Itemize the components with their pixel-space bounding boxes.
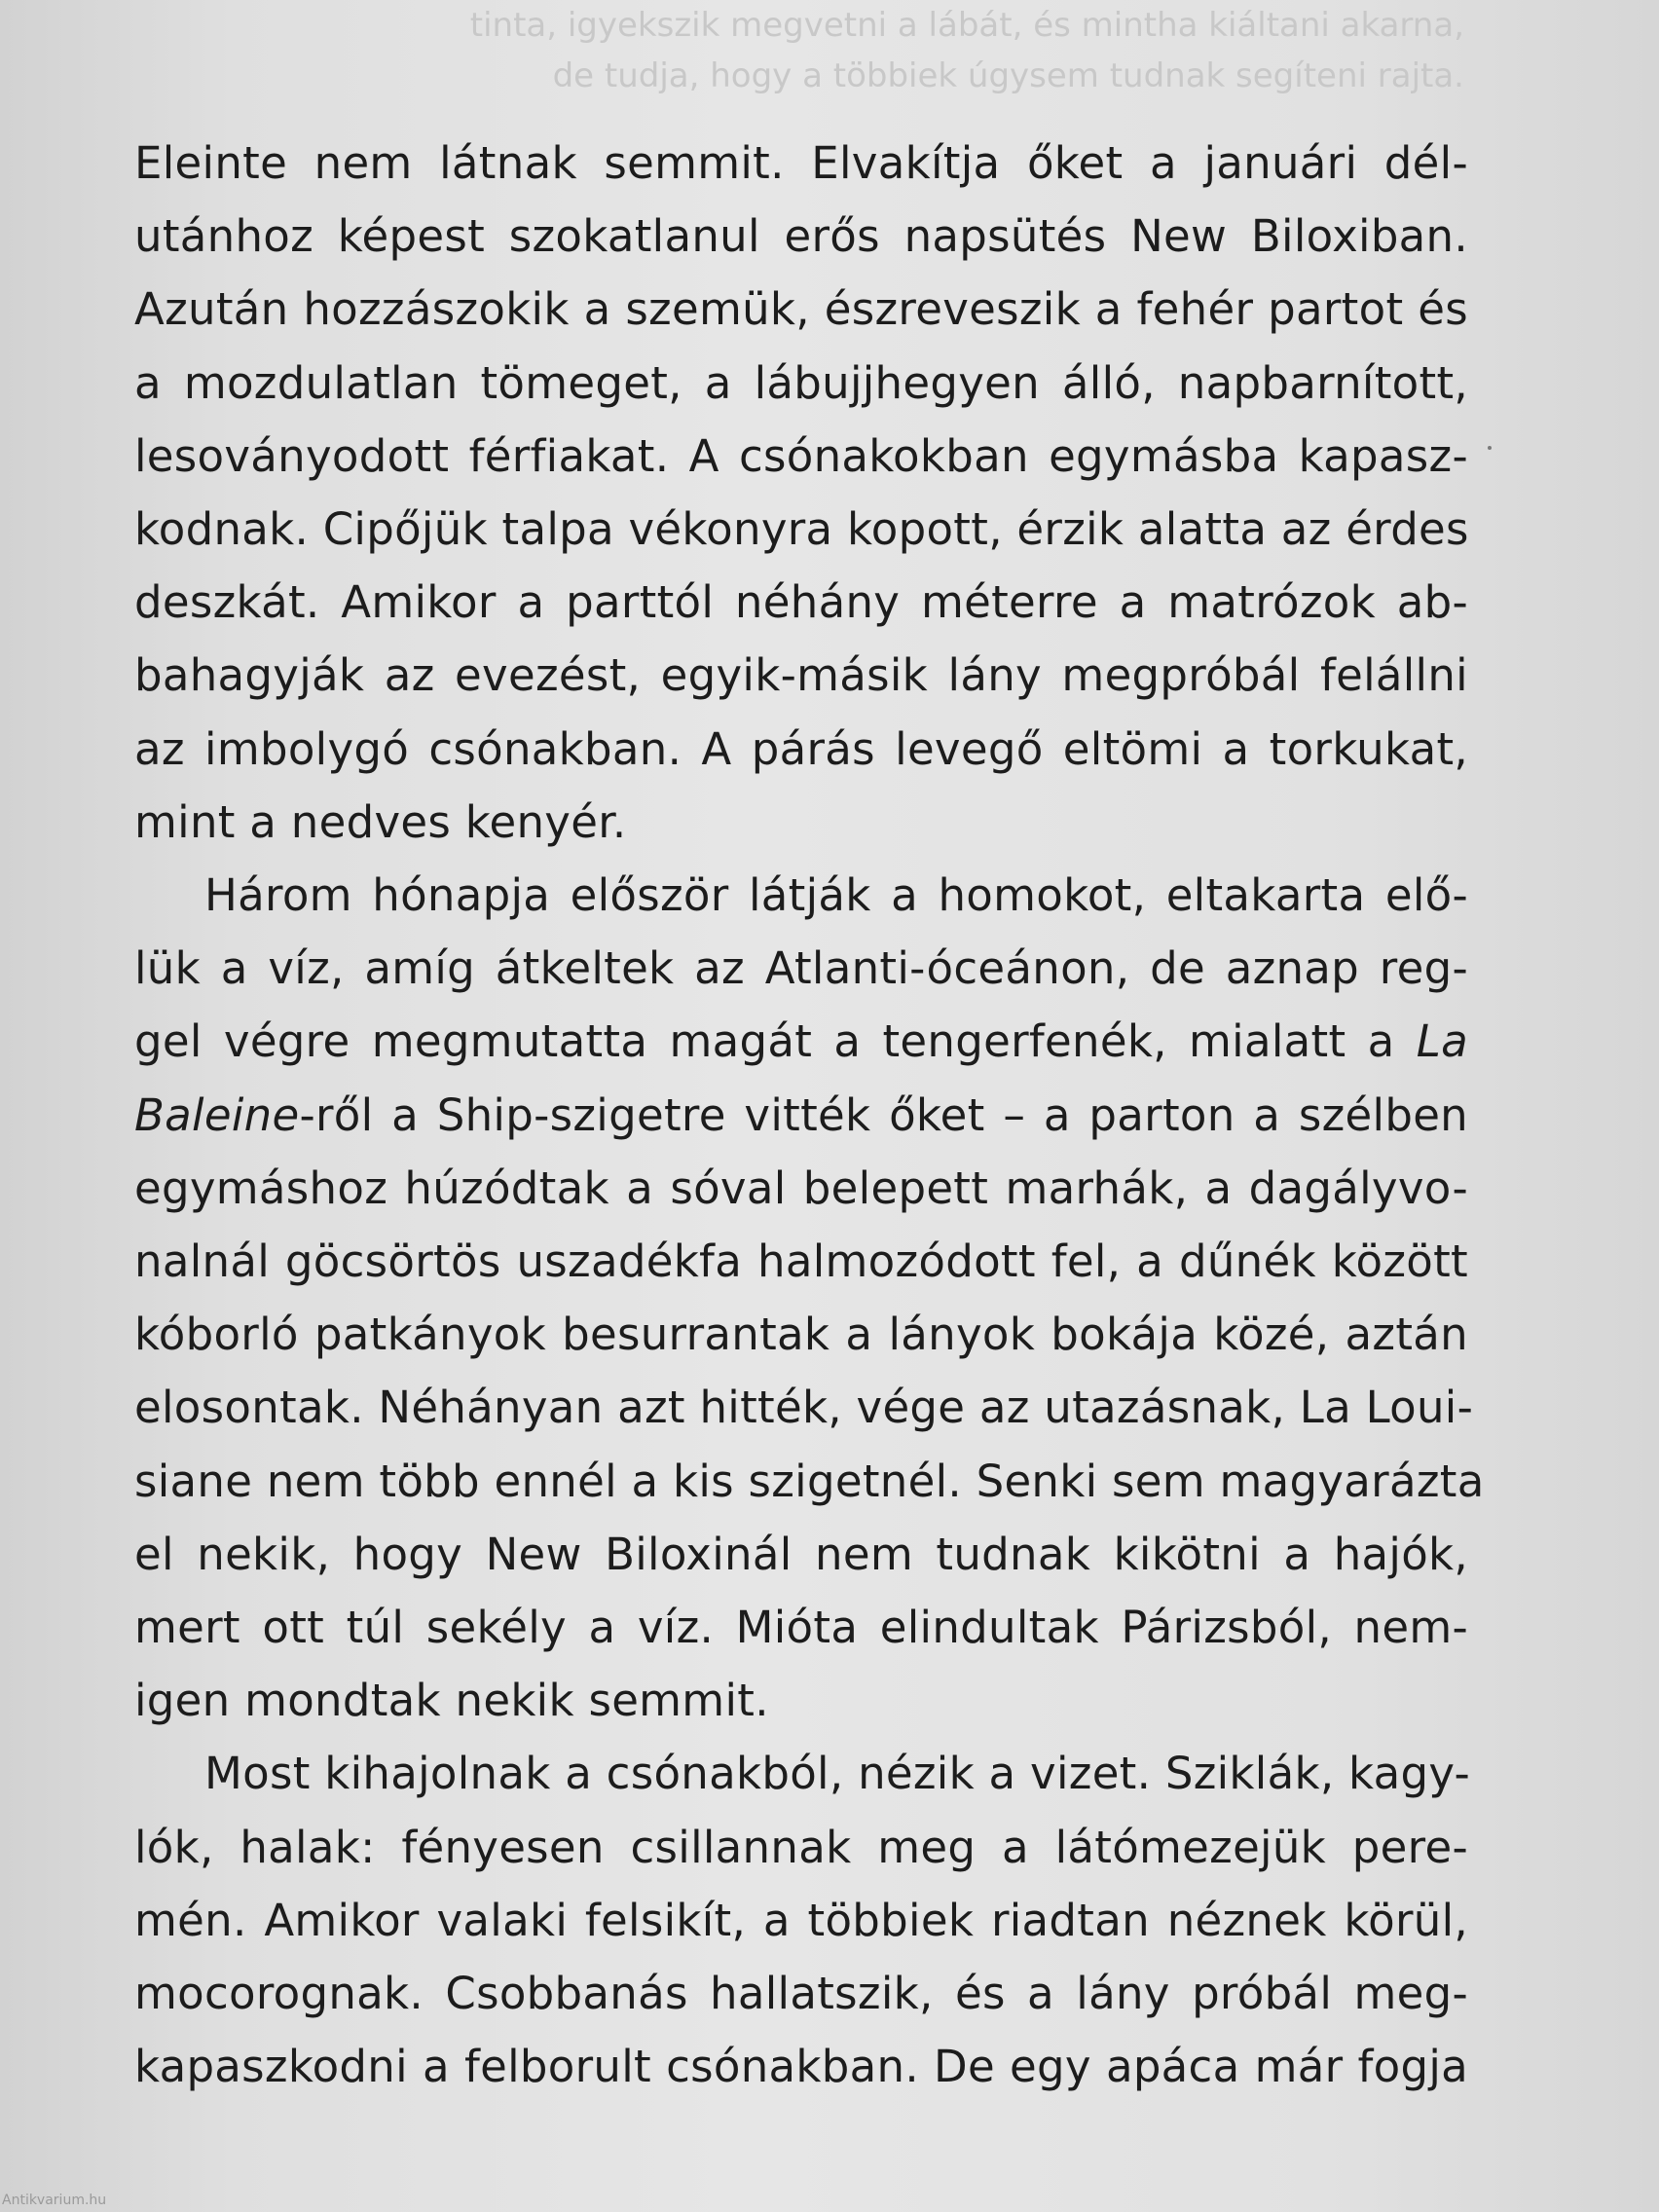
text-line: az imbolygó csónakban. A párás levegő eltömi a torkukat,: [134, 722, 1468, 775]
text-line-with-italic: [134, 1079, 1468, 1152]
ghost-line: de tudja, hogy a többiek úgysem tudnak segíteni rajta.: [552, 56, 1464, 95]
dust-speck: [1488, 446, 1492, 450]
text-segment: gel végre megmutatta magát a tengerfenék, mialatt a: [134, 1015, 1395, 1068]
ship-name-italic: La: [1416, 1015, 1468, 1068]
text-line: lük a víz, amíg átkeltek az Atlanti-óceánon, de aznap reg-: [134, 942, 1468, 995]
text-line: Azután hozzászokik a szemük, észreveszik a fehér partot és: [134, 283, 1468, 336]
text-line: Eleinte nem látnak semmit. Elvakítja őket a januári dél-: [134, 137, 1468, 189]
text-line: Három hónapja először látják a homokot, eltakarta elő-: [204, 869, 1468, 922]
bleed-through-text: [101, 0, 1464, 101]
text-line: mocorognak. Csobbanás hallatszik, és a lány próbál meg-: [134, 1968, 1468, 2020]
text-line: Most kihajolnak a csónakból, nézik a vizet. Sziklák, kagy-: [204, 1748, 1471, 1800]
ghost-line: tinta, igyekszik megvetni a lábát, és mintha kiáltani akarna,: [469, 6, 1464, 45]
ship-name-italic: Baleine: [134, 1088, 300, 1141]
paragraph-2: [134, 859, 1485, 1737]
text-line: mén. Amikor valaki felsikít, a többiek riadtan néznek körül,: [134, 1894, 1468, 1946]
text-line: egymáshoz húzódtak a sóval belepett marhák, a dagályvo-: [134, 1161, 1468, 1214]
text-line: nalnál göcsörtös uszadékfa halmozódott fel, a dűnék között: [134, 1235, 1468, 1288]
text-line: mert ott túl sekély a víz. Mióta elindultak Párizsból, nem-: [134, 1602, 1468, 1654]
paragraph-1: [134, 127, 1468, 859]
text-line: bahagyják az evezést, egyik-másik lány megpróbál felállni: [134, 649, 1468, 702]
text-line: a mozdulatlan tömeget, a lábujjhegyen álló, napbarnított,: [134, 356, 1468, 409]
book-page-body: [134, 127, 1485, 2103]
watermark: Antikvarium.hu: [2, 2193, 107, 2208]
text-segment: -ről a Ship-szigetre vitték őket – a parton a szélben: [299, 1088, 1468, 1141]
text-line: lesoványodott férfiakat. A csónakokban egymásba kapasz-: [134, 429, 1468, 482]
text-line: deszkát. Amikor a parttól néhány méterre a matrózok ab-: [134, 576, 1468, 629]
text-line: elosontak. Néhányan azt hitték, vége az utazásnak, La Loui-: [134, 1382, 1474, 1434]
paragraph-3: [134, 1737, 1471, 2103]
text-line: igen mondtak nekik semmit.: [134, 1675, 769, 1727]
text-line: kóborló patkányok besurrantak a lányok bokája közé, aztán: [134, 1309, 1468, 1361]
text-line: utánhoz képest szokatlanul erős napsütés New Biloxiban.: [134, 210, 1468, 263]
text-line: kapaszkodni a felborult csónakban. De egy apáca már fogja: [134, 2041, 1468, 2093]
text-line: el nekik, hogy New Biloxinál nem tudnak kikötni a hajók,: [134, 1528, 1468, 1580]
text-line: kodnak. Cipőjük talpa vékonyra kopott, érzik alatta az érdes: [134, 503, 1469, 556]
text-line: lók, halak: fényesen csillannak meg a látómezejük pere-: [134, 1821, 1468, 1873]
text-line: mint a nedves kenyér.: [134, 795, 627, 848]
text-line: siane nem több ennél a kis szigetnél. Senki sem magyarázta: [134, 1455, 1485, 1507]
text-line-with-italic: [134, 1005, 1468, 1078]
